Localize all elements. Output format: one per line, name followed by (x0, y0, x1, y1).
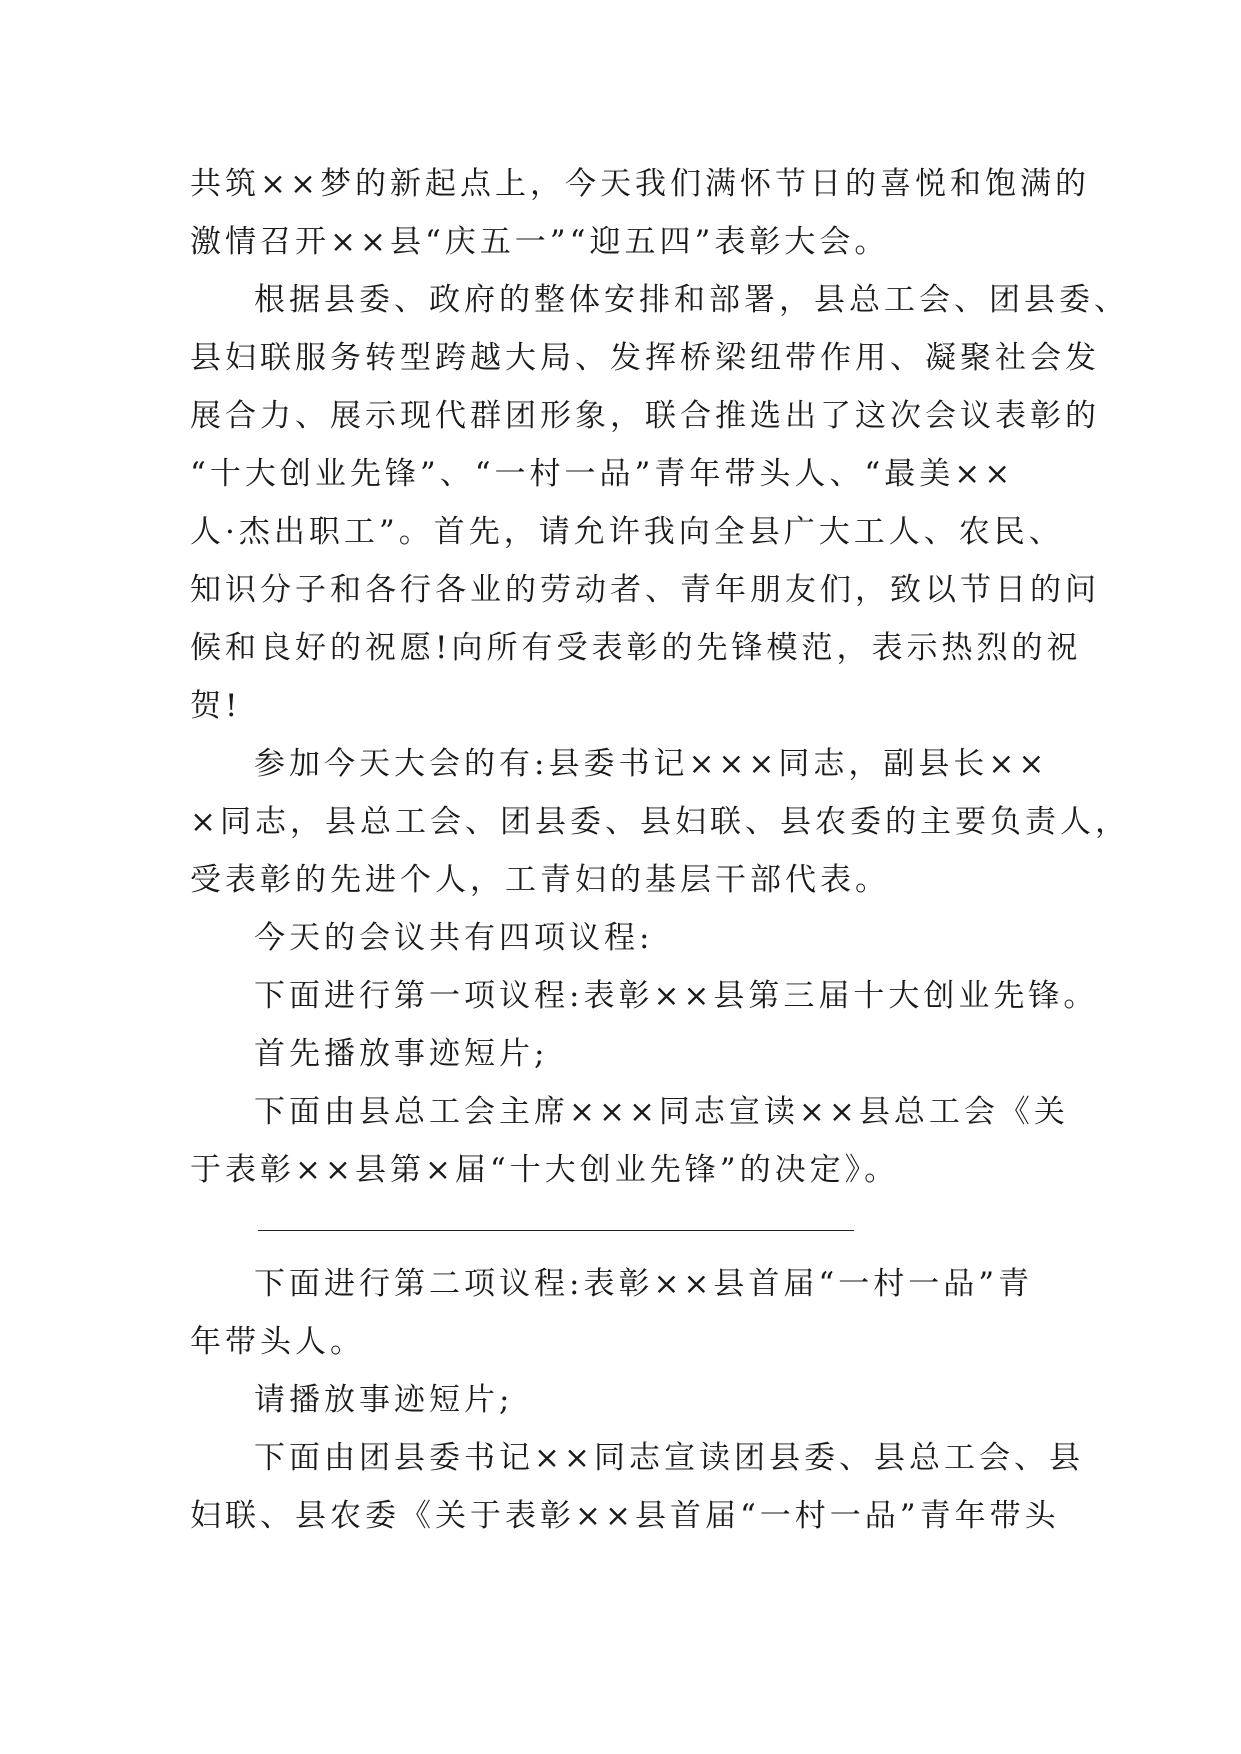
paragraph-start-line: 下面由团县委书记××同志宣读团县委、县总工会、县 (254, 1440, 1084, 1476)
body-text-line: 展合力、展示现代群团形象，联合推选出了这次会议表彰的 (190, 398, 1100, 434)
separator-line (258, 1230, 854, 1231)
paragraph-start-line: 下面进行第一项议程:表彰××县第三届十大创业先锋。 (254, 978, 1099, 1014)
body-text-line: 于表彰××县第×届“十大创业先锋”的决定》。 (190, 1152, 900, 1188)
paragraph-start-line: 根据县委、政府的整体安排和部署，县总工会、团县委、 (254, 282, 1129, 318)
paragraph-start-line: 下面由县总工会主席×××同志宣读××县总工会《关 (254, 1094, 1069, 1130)
paragraph-start-line: 请播放事迹短片; (254, 1382, 514, 1418)
body-text-line: 贺! (190, 688, 242, 724)
body-text-line: 县妇联服务转型跨越大局、发挥桥梁纽带作用、凝聚社会发 (190, 340, 1100, 376)
body-text-line: 激情召开××县“庆五一”“迎五四”表彰大会。 (190, 224, 890, 260)
body-text-line: 候和良好的祝愿!向所有受表彰的先锋模范，表示热烈的祝 (190, 630, 1082, 666)
body-text-line: 受表彰的先进个人，工青妇的基层干部代表。 (190, 862, 890, 898)
paragraph-start-line: 今天的会议共有四项议程: (254, 920, 654, 956)
paragraph-start-line: 参加今天大会的有:县委书记×××同志，副县长×× (254, 746, 1049, 782)
body-text-line: 年带头人。 (190, 1324, 365, 1360)
body-text-line: 人·杰出职工”。首先，请允许我向全县广大工人、农民、 (190, 514, 1064, 550)
body-text-line: ×同志，县总工会、团县委、县妇联、县农委的主要负责人， (190, 804, 1130, 840)
paragraph-start-line: 下面进行第二项议程:表彰××县首届“一村一品”青 (254, 1266, 1034, 1302)
body-text-line: 知识分子和各行各业的劳动者、青年朋友们，致以节日的问 (190, 572, 1100, 608)
body-text-line: “十大创业先锋”、“一村一品”青年带头人、“最美×× (190, 456, 1015, 492)
body-text-line: 共筑××梦的新起点上，今天我们满怀节日的喜悦和饱满的 (190, 166, 1090, 202)
body-text-line: 妇联、县农委《关于表彰××县首届“一村一品”青年带头 (190, 1498, 1060, 1534)
paragraph-start-line: 首先播放事迹短片; (254, 1036, 549, 1072)
